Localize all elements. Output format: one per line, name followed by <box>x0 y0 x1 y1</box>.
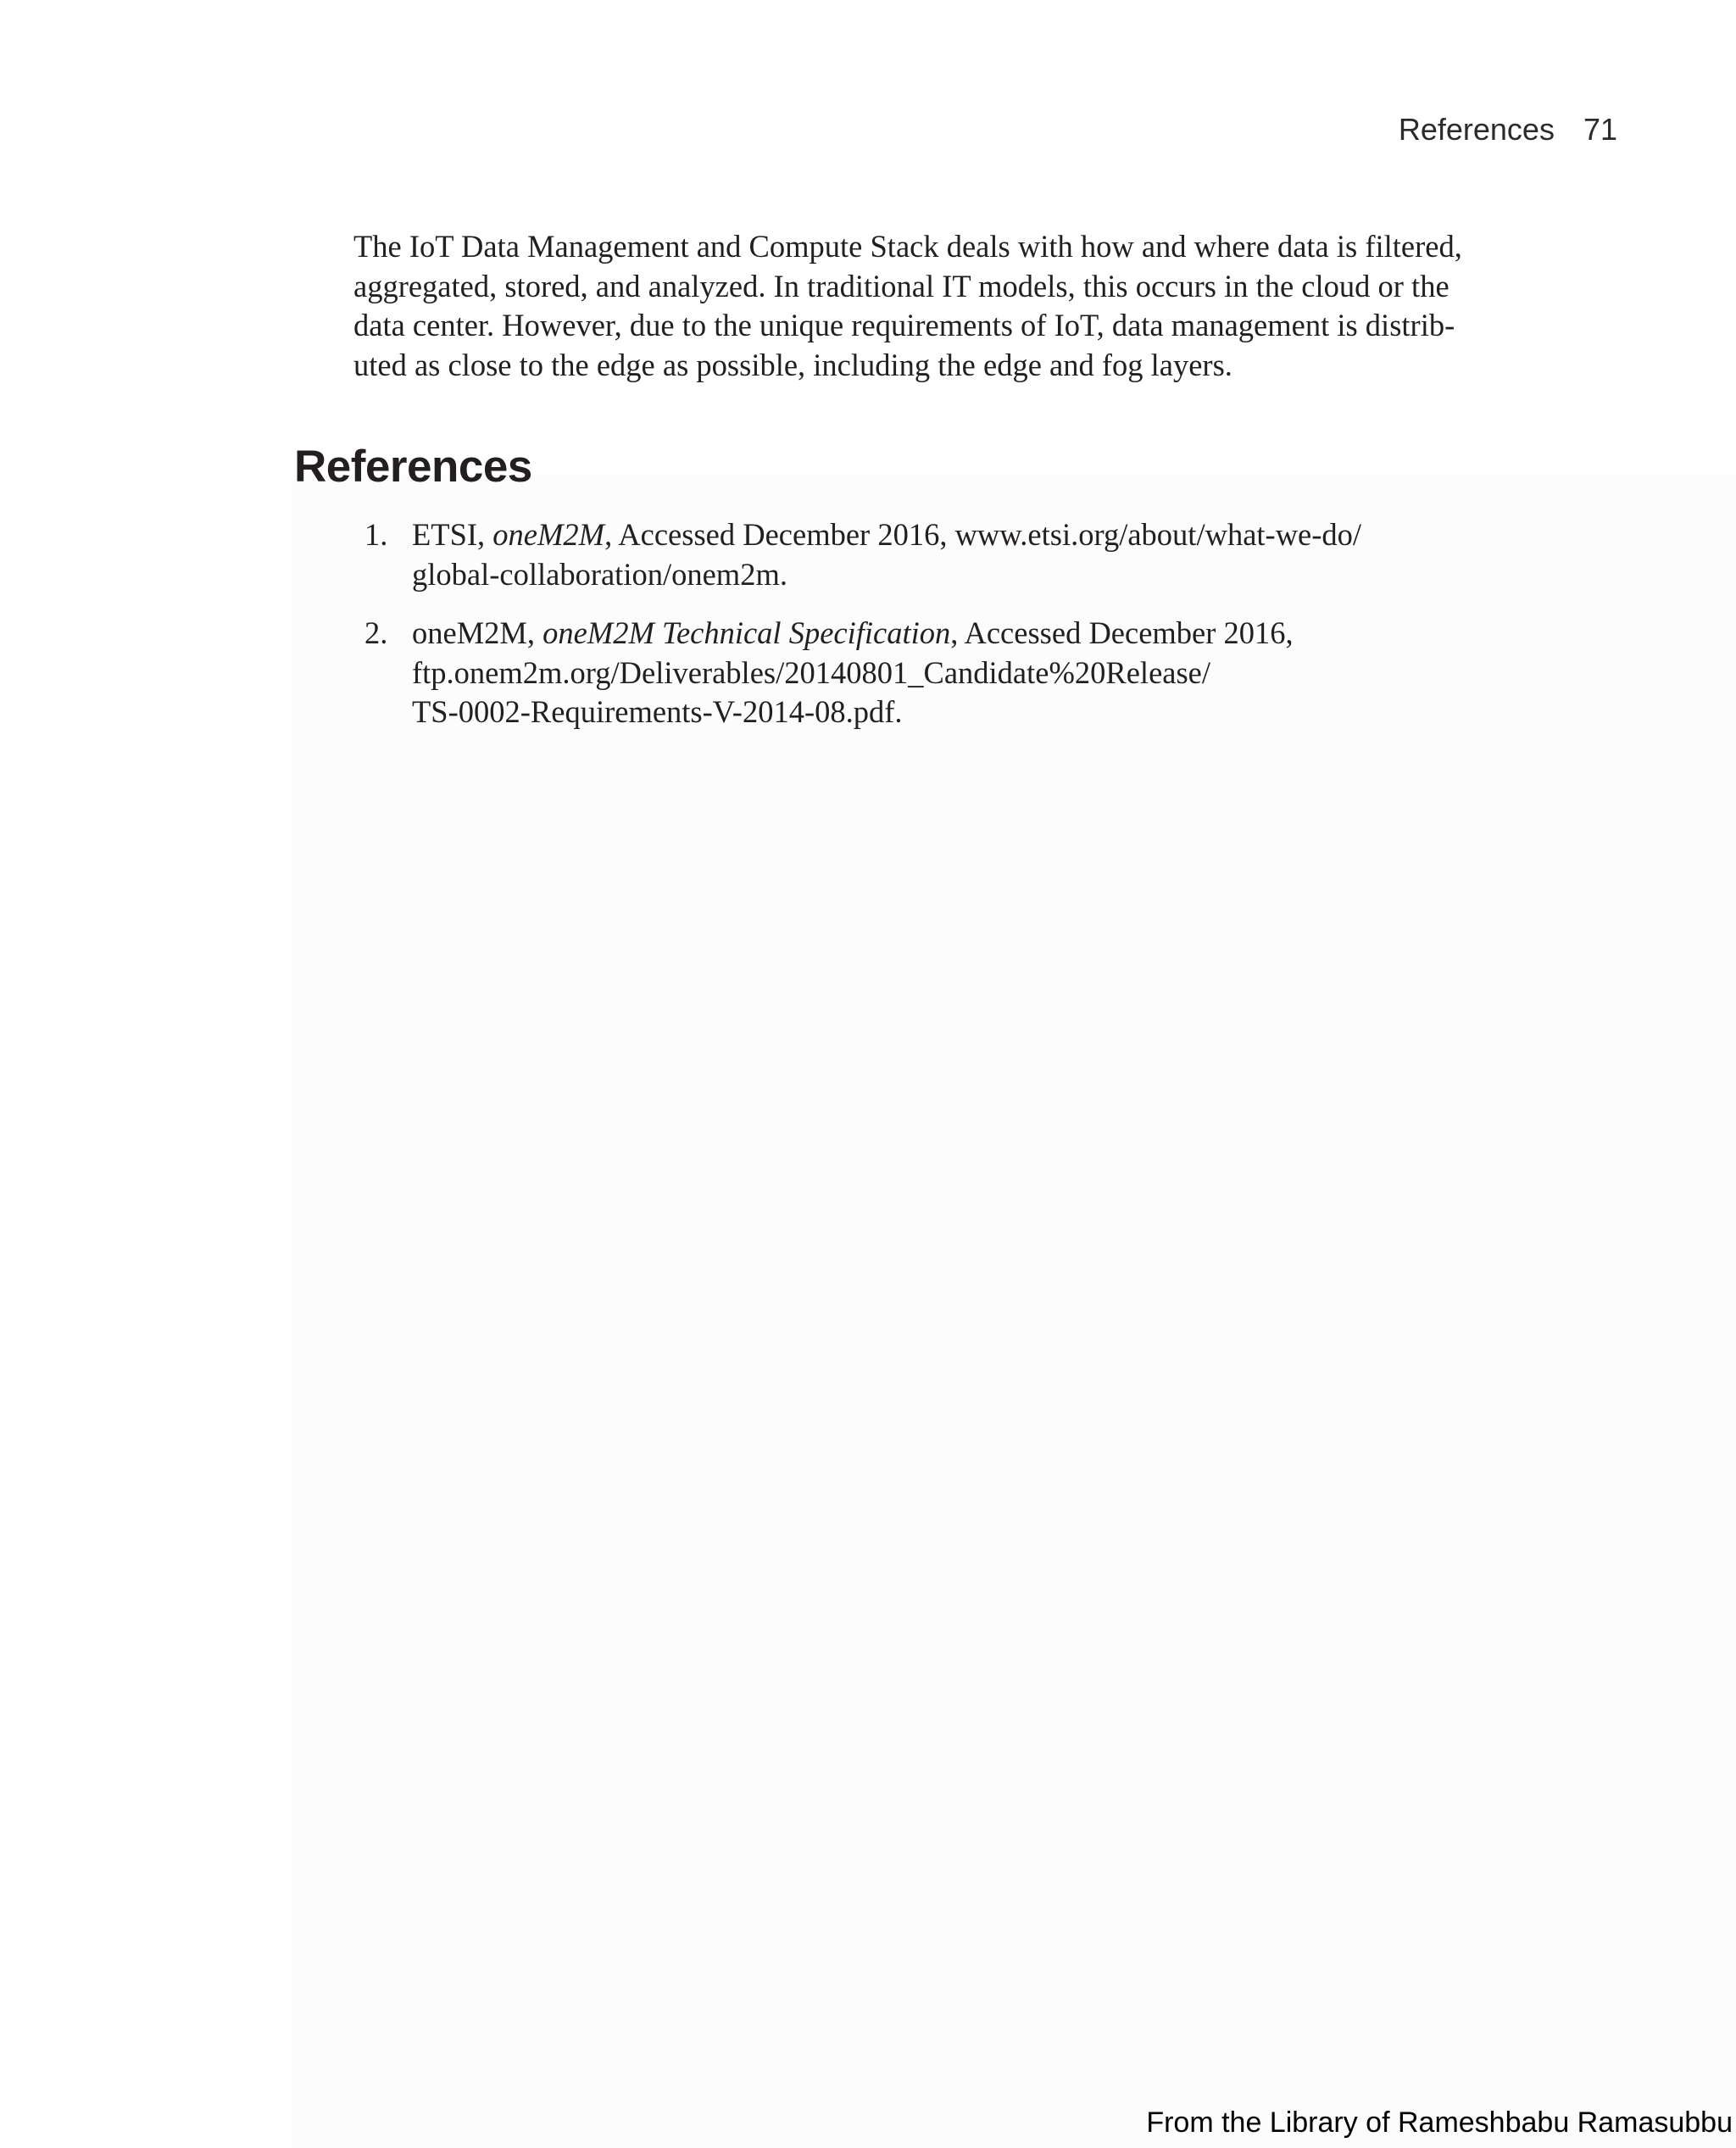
intro-line: aggregated, stored, and analyzed. In traditional IT models, this occurs in the cloud or the <box>353 268 1449 303</box>
reference-url-line: global-collaboration/onem2m. <box>412 556 787 592</box>
running-header-section: References <box>1398 112 1555 147</box>
reference-list <box>364 515 1551 752</box>
reference-author: oneM2M, <box>412 615 543 650</box>
reference-number: 1. <box>364 517 388 552</box>
reference-title: oneM2M <box>492 517 605 552</box>
references-heading: References <box>294 442 532 492</box>
reference-item-2 <box>364 614 1551 732</box>
intro-line: uted as close to the edge as possible, including the edge and fog layers. <box>353 347 1232 382</box>
intro-line: data center. However, due to the unique requirements of IoT, data management is distrib- <box>353 308 1455 342</box>
library-footer: From the Library of Rameshbabu Ramasubbu <box>1146 2106 1733 2139</box>
intro-paragraph <box>353 227 1515 385</box>
reference-details: , Accessed December 2016, <box>950 615 1294 650</box>
intro-line: The IoT Data Management and Compute Stack deals with how and where data is filtered, <box>353 229 1462 264</box>
reference-author: ETSI, <box>412 517 493 552</box>
reference-url-line: TS-0002-Requirements-V-2014-08.pdf. <box>412 694 903 729</box>
page-number: 71 <box>1583 112 1617 147</box>
reference-line <box>412 515 1551 555</box>
reference-url-line: ftp.onem2m.org/Deliverables/20140801_Candidate%20Release/ <box>412 654 1211 690</box>
running-header <box>1399 112 1617 147</box>
reference-details: , Accessed December 2016, www.etsi.org/about/what-we-do/ <box>604 517 1362 552</box>
reference-number: 2. <box>364 615 388 650</box>
reference-title: oneM2M Technical Specification <box>542 615 951 650</box>
reference-item-1 <box>364 515 1551 594</box>
reference-line <box>412 614 1551 654</box>
